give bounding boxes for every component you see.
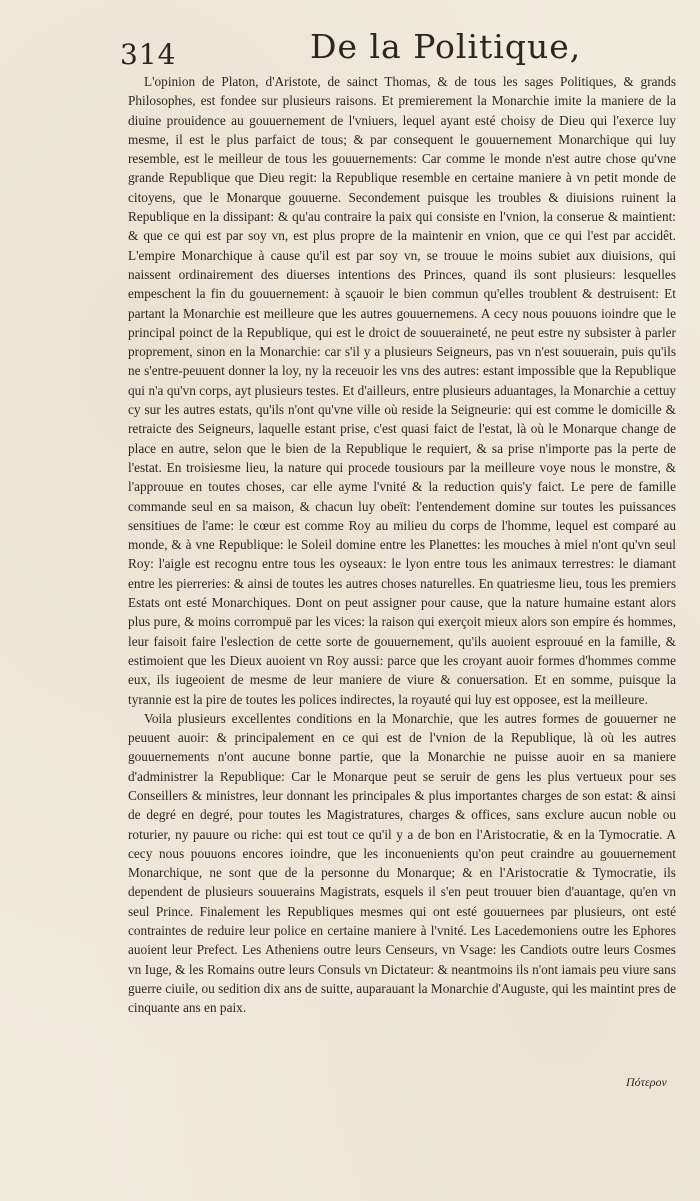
running-title: De la Politique, xyxy=(310,27,582,66)
paragraph: L'opinion de Platon, d'Aristote, de sainct Thomas, & de tous les sages Politiques, & grands Philosophes, est fondee sur plusieurs raisons. Et premierement la Monarchie imite la maniere de la diuine prouidence au gouuernement de l'vniuers, lequel ayant esté choisy de Dieu qui l'exerce luy mesme, il est le plus parfaict de tous; & par consequent le gouuernement Monarchique qui luy resemble, est le meilleur de tous les gouuernements: Car comme le monde n'est autre chose qu'vne grande Republique que Dieu regit: la Republique resemble en certaine maniere à vn petit monde de citoyens, que le Monarque gouuerne. Secondement puisque les troubles & diuisions ruinent la Republique en la dissipant: & qu'au contraire la paix qui consiste en l'vnion, la conserue & maintient: & que ce qui est par soy vn, est plus propre de la maintenir en vnion, que ce qui l'est par accidêt. L'empire Monarchique à cause qu'il est par soy vn, se trouue le moins subiet aux diuisions, qui naissent ordinairement des diuerses intentions des Princes, quand ils sont plusieurs: lesquelles empeschent la fin du gouuernement: à sçauoir le bien commun qu'elles troublent & destruisent: Et partant la Monarchie est meilleure que les autres gouuernemens. A cecy nous pouuons ioindre que le principal poinct de la Republique, qui est le droict de souueraineté, ne peut estre ny subsister à parler proprement, sinon en la Monarchie: car s'il y a plusieurs Seigneurs, pas vn n'est souuerain, puis qu'ils ne s'entre-peuuent donner la loy, ny la receuoir les vns des autres: estant impossible que la Republique qui n'a qu'vn corps, ayt plusieurs testes. Et d'ailleurs, entre plusieurs aduantages, la Monarchie a cettuy cy sur les autres estats, qu'ils n'ont qu'vne ville où reside la Seigneurie: qui est comme le domicille & retraicte des Seigneurs, laquelle estant prise, c'est quasi faict de l'estat, là où le Monarque change de place en autre, selon que le bien de la Republique le requiert, & sa prise n'importe pas la perte de l'estat. En troisiesme lieu, la nature qui procede tousiours par la meilleure voye nous le monstre, & l'approuue en toutes choses, car elle ayme l'vnité & la reduction quis'y faict. Le pere de famille commande seul en sa maison, & chacun luy obeït: l'entendement domine sur toutes les puissances sensitiues de l'ame: le cœur est comme Roy au milieu du corps de l'homme, lequel est comparé au monde, & à vne Republique: le Soleil domine entre les Planettes: les mouches à miel n'ont qu'vn seul Roy: l'aigle est recognu entre tous les oyseaux: le lyon entre tous les animaux terrestres: le diamant entre les pierreries: & ainsi de toutes les autres choses naturelles. En quatriesme lieu, tous les premiers Estats ont esté Monarchiques. Dont on peut assigner pour cause, que la nature humaine estant alors plus pure, & moins corrompuë par les vices: la raison qui exerçoit mieux alors son empire és hommes, leur faisoit faire l'eslection de cette sorte de gouuernement, qu'ils auoient esprouué en la famille, & estimoient que les Dieux auoient vn Roy aussi: parce que les croyant auoir formes d'hommes comme eux, ils iugeoient de mesme de leur maniere de viure & conuersation. Et en somme, puisque la tyrannie est la pire de toutes les polices indirectes, la royauté qui luy est opposee, est la meilleure. xyxy=(128,74,676,707)
catchword: Πότερον xyxy=(626,1075,667,1089)
paragraph: Voila plusieurs excellentes conditions en la Monarchie, que les autres formes de gouuerner ne peuuent auoir: & principalement en ce qui est de l'vnion de la Republique, là où les autres gouuernements n'ont aucune bonne partie, que la Monarchie ne puisse auoir en sa maniere d'administrer la Republique: Car le Monarque peut se seruir de gens les plus vertueux pour ses Conseillers & ministres, leur donnant les principales & plus importantes charges de son estat: & ainsi de degré en degré, pour toutes les Magistratures, charges & offices, sans exclure aucun noble ou roturier, ny pauure ou riche: qui est tout ce qu'il y a de bon en l'Aristocratie, & en la Tymocratie. A cecy nous pouuons encores ioindre, que les inconuenients qu'on peut craindre au gouuernement Monarchique, ne sont que de la personne du Monarque; & en l'Aristocratie & Tymocratie, ils dependent de plusieurs souuerains Magistrats, esquels il s'en peut trouuer bien d'auantage, qu'en vn seul Prince. Finalement les Republiques mesmes qui ont esté gouuernees par plusieurs, ont esté contraintes de reduire leur police en certaine maniere à l'vnité. Les Lacedemoniens outre les Ephores auoient leur Prefect. Les Atheniens outre leurs Censeurs, vn Vsage: les Candiots outre leurs Cosmes vn Iuge, & les Romains outre leurs Consuls vn Dictateur: & neantmoins ils n'ont iamais peu viure sans guerre ciuile, ou sedition dix ans de suitte, auparauant la Monarchie d'Auguste, qui les maintint pres de cinquante ans en paix. xyxy=(128,710,676,1016)
body-text xyxy=(128,72,676,1018)
page-number: 314 xyxy=(120,38,177,71)
